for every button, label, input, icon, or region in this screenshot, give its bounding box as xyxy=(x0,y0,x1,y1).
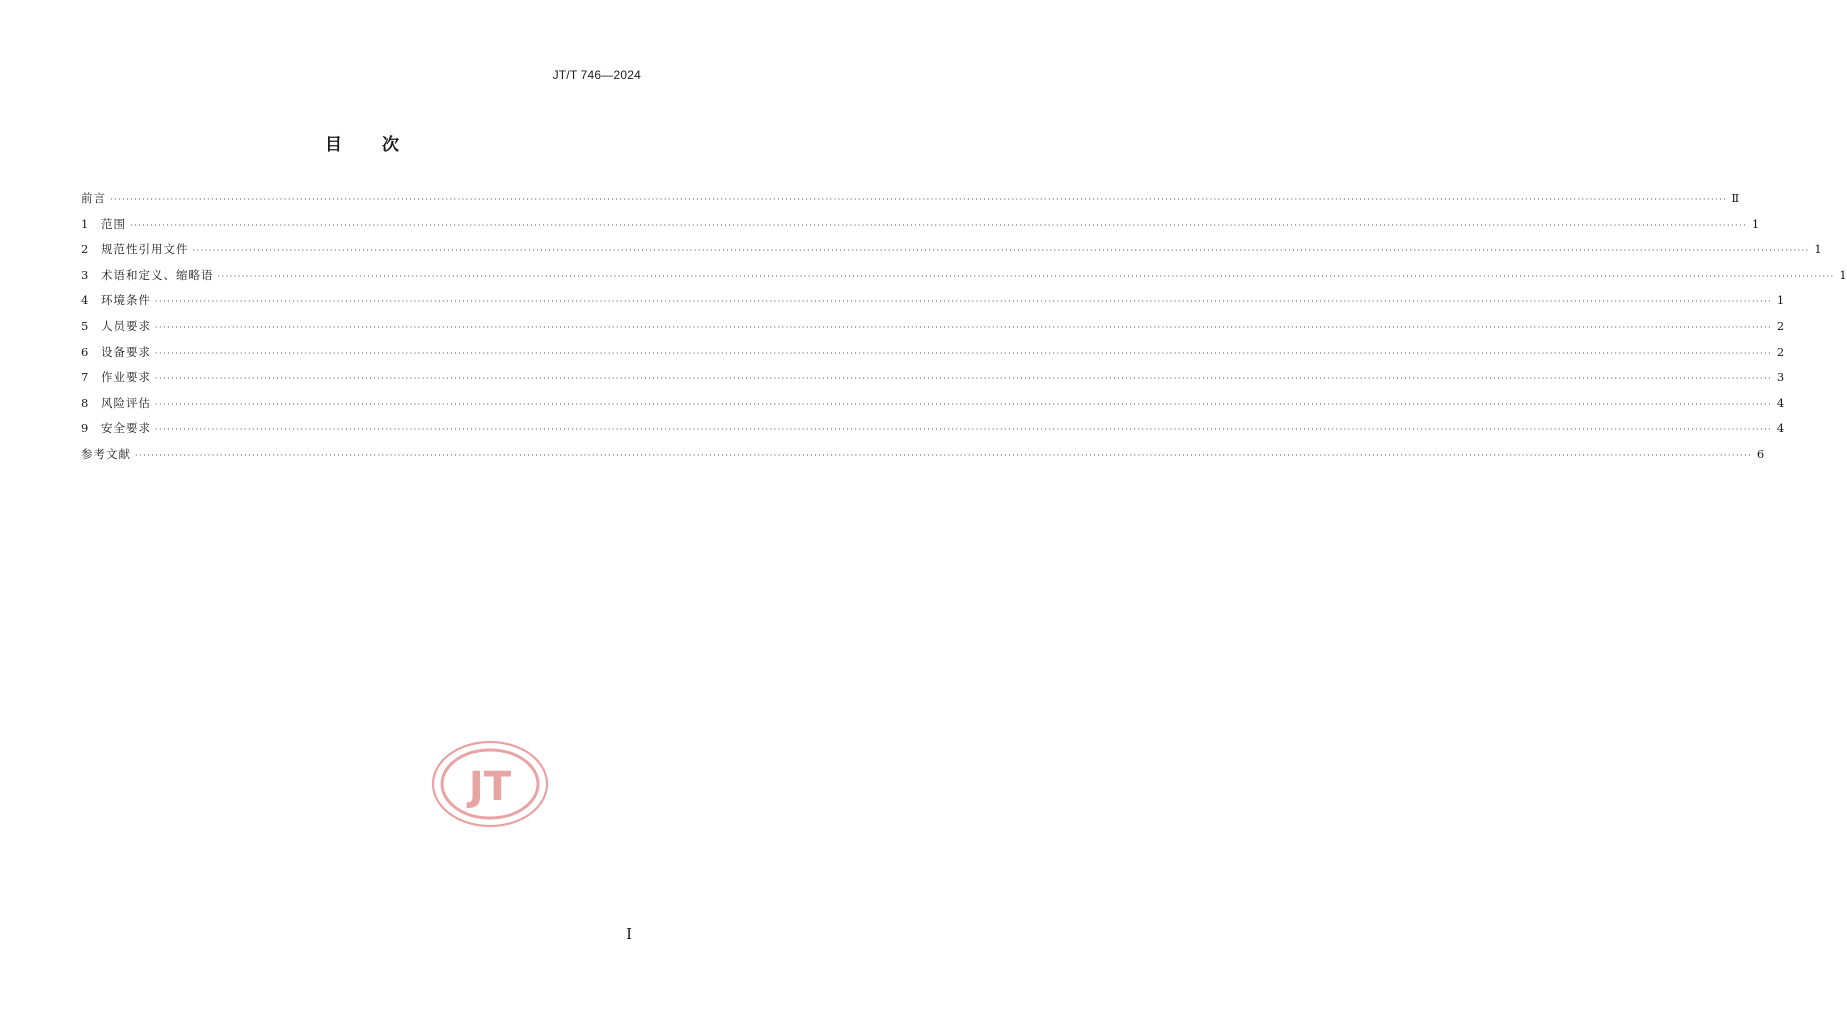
toc-entry-num: 9 xyxy=(81,421,89,436)
toc-leader: ················································································································································································································································································································································································································ xyxy=(155,399,1773,409)
toc-entry-3[interactable] xyxy=(81,263,1847,289)
toc-leader: ················································································································································································································································································································································································································ xyxy=(110,195,1728,204)
toc-entry-label: 人员要求 xyxy=(101,318,151,333)
toc-leader: ················································································································································································································································································································································································································ xyxy=(217,271,1835,281)
toc-entry-label: 环境条件 xyxy=(101,293,151,308)
page-number: I xyxy=(626,925,632,943)
toc-entry-num: 3 xyxy=(81,267,89,282)
toc-entry-label: 参考文献 xyxy=(81,446,131,461)
standard-code: JT/T 746—2024 xyxy=(552,68,641,82)
toc-entry-8[interactable] xyxy=(81,391,1785,417)
logo-lettering: JT xyxy=(468,764,512,810)
toc-entry-page: 1 xyxy=(1751,216,1760,231)
toc-entry-page: 6 xyxy=(1756,446,1765,461)
toc-entry-label: 规范性引用文件 xyxy=(101,242,189,257)
toc-entry-label: 术语和定义、缩略语 xyxy=(101,267,214,282)
toc-entry-page: 3 xyxy=(1776,370,1785,385)
toc-entry-4[interactable] xyxy=(81,288,1785,314)
toc-leader: ················································································································································································································································································································································································································ xyxy=(155,374,1773,384)
jt-watermark-logo xyxy=(431,740,549,828)
toc-entry-page: 1 xyxy=(1776,293,1785,308)
toc-entry-num: 6 xyxy=(81,344,89,359)
toc-entry-label: 风险评估 xyxy=(101,395,151,410)
toc-entry-label: 设备要求 xyxy=(101,344,151,359)
toc-leader: ················································································································································································································································································································································································································ xyxy=(135,450,1753,460)
toc-entry-label: 前言 xyxy=(81,191,106,205)
toc-entry-num: 8 xyxy=(81,395,89,410)
toc-entry-page: 1 xyxy=(1814,242,1822,257)
toc-entry-2[interactable] xyxy=(81,237,1822,263)
toc-entry-label: 范围 xyxy=(101,216,126,231)
toc-entry-page: 2 xyxy=(1776,318,1785,333)
toc-entry-num: 1 xyxy=(81,216,89,231)
toc-entry-5[interactable] xyxy=(81,314,1785,340)
toc-leader: ················································································································································································································································································································································································································ xyxy=(155,425,1773,435)
toc-entry-bibliography[interactable] xyxy=(81,442,1765,468)
toc-entry-num: 2 xyxy=(81,242,89,257)
toc-entry-page: 2 xyxy=(1776,344,1785,359)
toc-entry-foreword[interactable] xyxy=(81,186,1740,212)
toc-entry-page: Ⅱ xyxy=(1731,191,1740,205)
toc-entry-page: 1 xyxy=(1839,267,1847,282)
toc-entry-label: 安全要求 xyxy=(101,421,151,436)
toc-entry-num: 7 xyxy=(81,370,89,385)
table-of-contents xyxy=(81,186,1847,468)
toc-entry-7[interactable] xyxy=(81,365,1785,391)
toc-leader: ················································································································································································································································································································································································································ xyxy=(155,322,1773,332)
toc-entry-page: 4 xyxy=(1776,395,1785,410)
toc-leader: ················································································································································································································································································································································································································ xyxy=(130,220,1748,230)
toc-entry-page: 4 xyxy=(1776,421,1785,436)
jt-logo-icon xyxy=(431,740,549,828)
toc-leader: ················································································································································································································································································································································································································ xyxy=(155,348,1773,358)
toc-leader: ················································································································································································································································································································································································································ xyxy=(192,246,1810,256)
toc-entry-label: 作业要求 xyxy=(101,370,151,385)
toc-title: 目次 xyxy=(325,135,439,155)
toc-leader: ················································································································································································································································································································································································································ xyxy=(155,297,1773,307)
toc-entry-6[interactable] xyxy=(81,340,1785,366)
toc-entry-1[interactable] xyxy=(81,212,1760,238)
toc-entry-9[interactable] xyxy=(81,416,1785,442)
toc-entry-num: 4 xyxy=(81,293,89,308)
toc-entry-num: 5 xyxy=(81,318,89,333)
